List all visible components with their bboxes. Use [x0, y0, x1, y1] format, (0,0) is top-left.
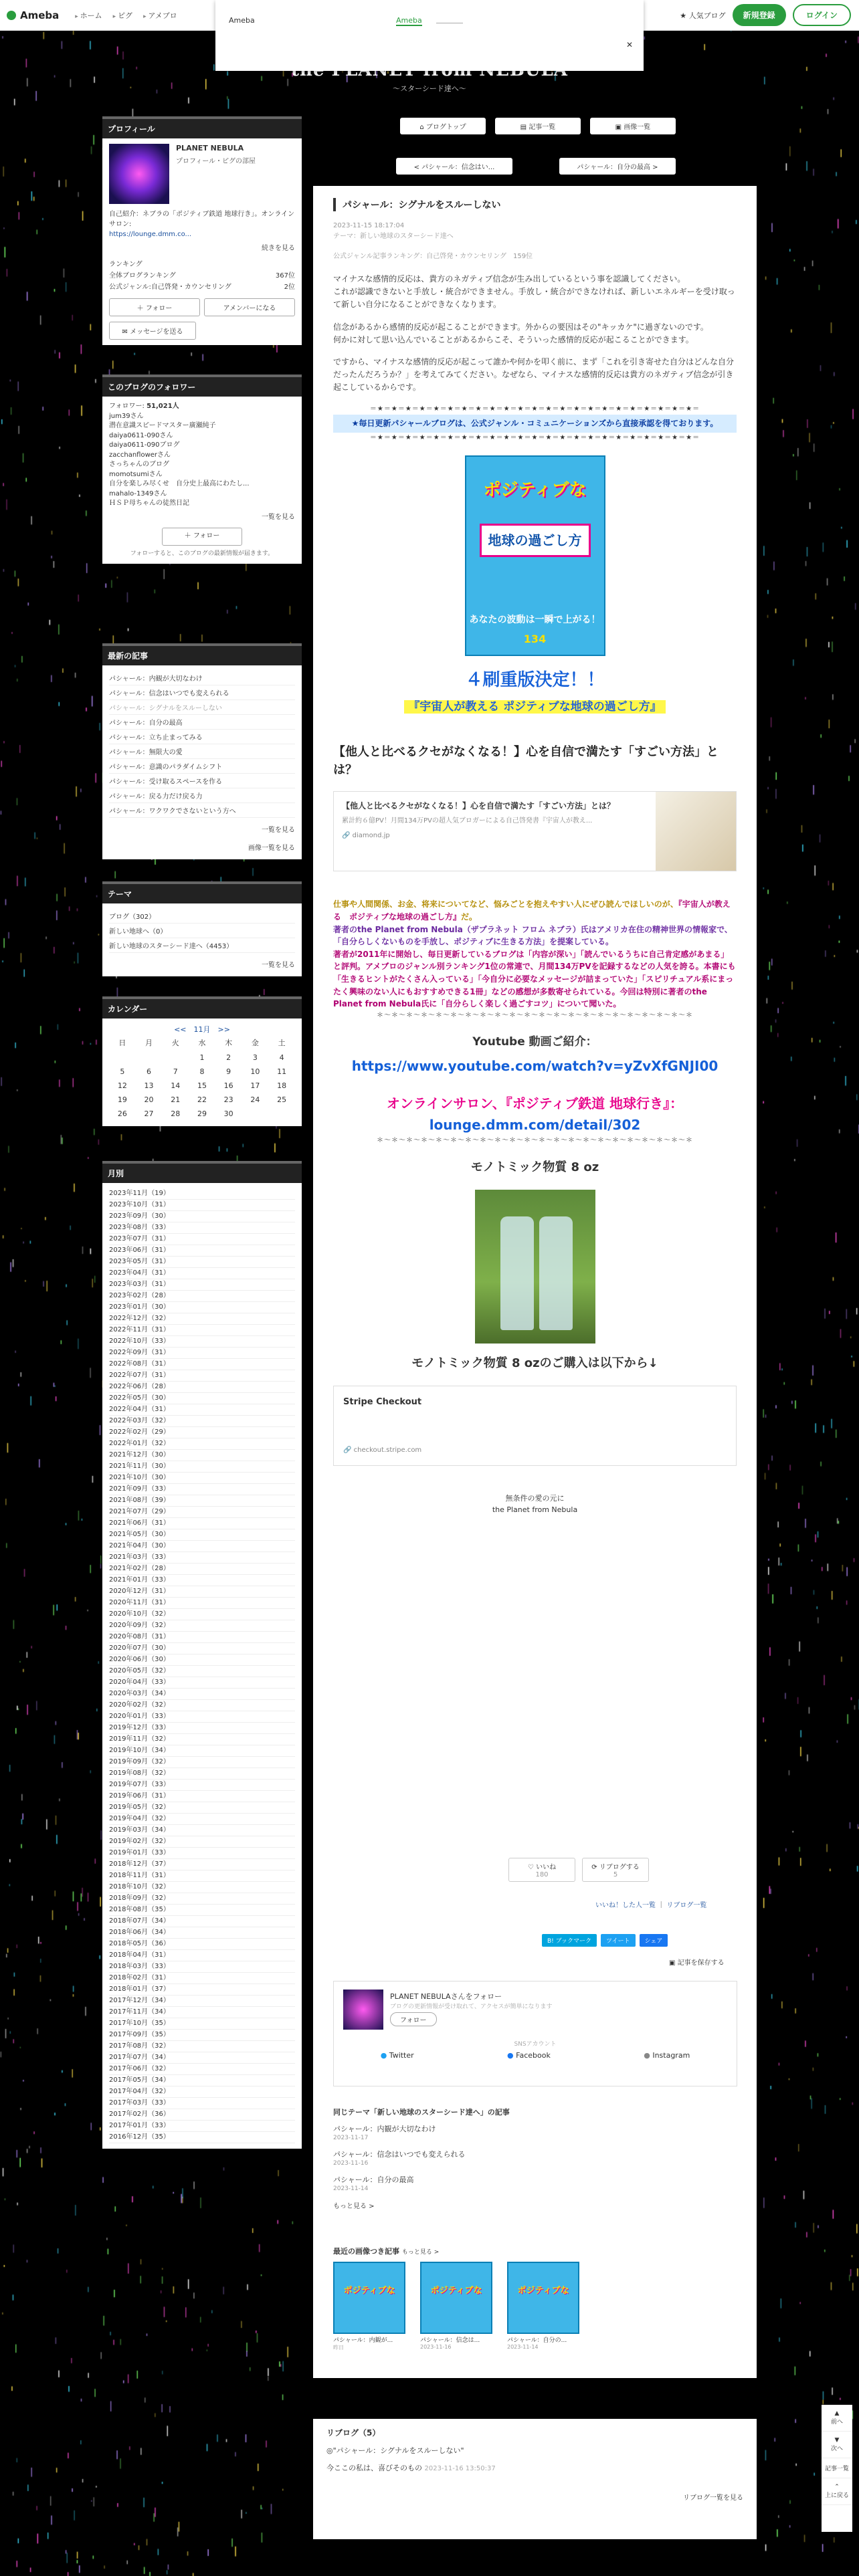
float-top-button[interactable]: ⌃ 上に戻る — [822, 2478, 852, 2505]
archive-month-link[interactable]: 2021年01月（33） — [109, 1575, 295, 1586]
archive-month-link[interactable]: 2021年10月（30） — [109, 1473, 295, 1484]
profile-heading: プロフィール — [102, 116, 302, 138]
divider: ＝★＝★＝★＝★＝★＝★＝★＝★＝★＝★＝★＝★＝★＝★＝★＝★＝★＝★＝★＝★＝★＝★＝★＝ — [369, 433, 700, 441]
follow-button-3[interactable]: フォロー — [390, 2012, 437, 2026]
archive-month-link[interactable]: 2019年04月（32） — [109, 1814, 295, 1825]
archive-month-link[interactable]: 2021年04月（30） — [109, 1541, 295, 1552]
archive-month-link[interactable]: 2017年07月（34） — [109, 2052, 295, 2064]
paragraph: ですから、マイナスな感情的反応が起こって誰かや何かを叩く前に、まず「これを引き寄せた自分はどんな自分だったんだろうか？」を考えてみてください。なぜなら、マイナスな感情的反応は貴方のネガティブ信念が引き起こしているからです。 — [333, 356, 735, 393]
archive-month-link[interactable]: 2020年12月（31） — [109, 1586, 295, 1598]
image-article-item[interactable]: ポジティブな パシャール：信念は... 2023-11-16 — [420, 2262, 492, 2351]
instagram-icon: ● — [644, 2051, 650, 2060]
archive-month-link[interactable]: 2022年08月（31） — [109, 1359, 295, 1370]
book-title-link[interactable]: 『宇宙人が教える ポジティブな地球の過ごし方』 — [404, 700, 666, 714]
follow-box: PLANET NEBULAさんをフォロー ブログの更新情報が受け取れて、アクセスが簡単になります フォロー SNSアカウント ● Twitter ● Facebook ● Instagram — [333, 1981, 737, 2086]
calendar-grid: 日 月 火 水 木 金 土 1 2 3 4 5 6 7 8 9 10 11 12 13 14 15 16 17 18 19 20 21 22 23 24 25 26 27 28 29 30 — [109, 1035, 295, 1121]
signature-line: 無条件の愛の元に — [505, 1493, 565, 1503]
recent-article[interactable]: パシャール：戻る力だけ戻る力 — [109, 788, 295, 803]
archive-month-link[interactable]: 2020年03月（34） — [109, 1689, 295, 1700]
archive-month-link[interactable]: 2021年11月（30） — [109, 1461, 295, 1473]
popular-blog-link[interactable]: ★ 人気ブログ — [680, 11, 726, 20]
recent-article[interactable]: パシャール：意識のパラダイムシフト — [109, 759, 295, 774]
archive-month-link[interactable]: 2022年12月（32） — [109, 1313, 295, 1325]
archive-month-link[interactable]: 2018年08月（35） — [109, 1905, 295, 1916]
follower-blog[interactable]: ＨＳＰ母ちゃんの徒然日記 — [109, 500, 189, 507]
announcement: ★毎日更新パシャールブログは、公式ジャンル・コミュニケーションズから直接承認を得ております。 — [333, 415, 737, 433]
nav-pigg[interactable]: ▸ ピグ — [113, 10, 132, 21]
archive-month-link[interactable]: 2023年02月（28） — [109, 1291, 295, 1302]
archive-month-link[interactable]: 2023年08月（33） — [109, 1222, 295, 1234]
search-dropdown — [215, 0, 644, 71]
archive-month-link[interactable]: 2023年05月（31） — [109, 1257, 295, 1268]
follower-link[interactable]: zacchanflowerさん — [109, 451, 171, 459]
archive-month-link[interactable]: 2018年06月（34） — [109, 1927, 295, 1939]
archive-month-link[interactable]: 2022年09月（31） — [109, 1348, 295, 1359]
profile-widget — [102, 116, 302, 345]
genre-ranking[interactable]: 公式ジャンル記事ランキング：自己啓発・カウンセリング 159位 — [333, 253, 533, 260]
archive-month-link[interactable]: 2019年07月（33） — [109, 1780, 295, 1791]
calendar-day[interactable]: 11 — [277, 1067, 287, 1076]
recent-article[interactable]: パシャール：自分の最高 — [109, 715, 295, 730]
calendar-day[interactable]: 24 — [250, 1095, 260, 1104]
archive-month-link[interactable]: 2023年09月（30） — [109, 1211, 295, 1222]
archive-month-link[interactable]: 2018年02月（31） — [109, 1973, 295, 1984]
twitter-icon: ● — [380, 2051, 387, 2060]
archive-month-link[interactable]: 2018年10月（32） — [109, 1882, 295, 1893]
calendar-day[interactable]: 17 — [250, 1081, 260, 1090]
youtube-heading: Youtube 動画ご紹介： — [472, 1035, 597, 1049]
signup-button[interactable]: 新規登録 — [733, 4, 786, 26]
link-card[interactable]: 【他人と比べるクセがなくなる！】心を自信で満たす「すごい方法」とは？ 累計約６億PV！月間134万PVの超人気ブロガーによる自己啓発書『宇宙人が教え... 🔗 diamond.jp — [333, 791, 737, 871]
archive-month-link[interactable]: 2017年06月（32） — [109, 2064, 295, 2075]
archive-month-link[interactable]: 2021年06月（31） — [109, 1518, 295, 1529]
paragraph: 信念があるから感情的反応が起こることができます。外からの要因はその"キッカケ"に過ぎないのです。 何かに対して思い込んでいることがあるからこそ、そういった感情的反応が起こることができます。 — [333, 322, 708, 344]
profile-sub-link[interactable]: プロフィール・ピグの部屋 — [176, 158, 256, 165]
archive-month-link[interactable]: 2019年09月（32） — [109, 1757, 295, 1768]
archive-month-link[interactable]: 2020年07月（30） — [109, 1643, 295, 1654]
reblog-button[interactable]: ⟳ リブログする 5 — [582, 1858, 649, 1882]
paragraph: マイナスな感情的反応は、貴方のネガティブ信念が生み出しているという事を認識してください。 これが認識できないと手放し・統合ができません。手放し・統合ができなければ、新しいエネルギーを受け取って新しい自分になることができなくなります。 — [333, 274, 735, 310]
image-article-item[interactable]: ポジティブな パシャール：自分の... 2023-11-14 — [507, 2262, 579, 2351]
like-users-link[interactable]: いいね！した人一覧 — [595, 1902, 656, 1909]
calendar-day[interactable]: 28 — [171, 1109, 181, 1118]
related-item[interactable]: パシャール：内観が大切なわけ 2023-11-17 — [333, 2125, 436, 2142]
like-reblog-actions — [508, 1858, 649, 1882]
archive-month-link[interactable]: 2020年06月（30） — [109, 1654, 295, 1666]
image-articles: 最近の画像つき記事 もっと見る > ポジティブな パシャール：内観が... 昨日 ポジティブな パシャール：信念は... 2023-11-16 ポジティブな パシャール：自分の... 2023-11-14 — [333, 2246, 737, 2351]
signature-name: the Planet from Nebula — [492, 1505, 578, 1515]
follower-link[interactable]: jum39さん — [109, 412, 144, 420]
follower-blog[interactable]: daiya0611-090ブログ — [109, 441, 180, 449]
followers-widget: このブログのフォロワー フォロワー: 51,021人 jum39さん 潜在意識スピードマスター廣瀬純子 daiya0611-090さん daiya0611-090ブログ zacchanflowerさん さっちゃんのブログ momotsumiさん 自分を楽しみ尽くせ 自分史上最高にわたし... mahalo-1349さん ＨＳＰ母ちゃんの徒然日記 一覧を見る ＋ フォロー フォローすると、このブログの最新情報が届きます。 — [102, 374, 302, 564]
archive-month-link[interactable]: 2020年04月（33） — [109, 1677, 295, 1689]
recent-article[interactable]: パシャール：内観が大切なわけ — [109, 671, 295, 685]
recent-article[interactable]: パシャール：無限大の愛 — [109, 744, 295, 759]
calendar-day[interactable]: 6 — [147, 1067, 152, 1076]
recent-articles-widget: 最新の記事 パシャール：内観が大切なわけ パシャール：信念はいつでも変えられる パシャール：シグナルをスルーしない パシャール：自分の最高 パシャール：立ち止まってみる パシャール：無限大の愛 パシャール：意識のパラダイムシフト パシャール：受け取るスペースを作る パシャール：戻る力だけ戻る力 パシャール：ワクワクでさないという方へ 一覧を見る 画像一覧を見る — [102, 643, 302, 859]
ameba-logo-icon — [7, 11, 16, 20]
themes-more[interactable]: 一覧を見る — [262, 962, 295, 969]
image-article-item[interactable]: ポジティブな パシャール：内観が... 昨日 — [333, 2262, 405, 2351]
follower-blog[interactable]: 潜在意識スピードマスター廣瀬純子 — [109, 422, 216, 429]
archive-month-link[interactable]: 2019年11月（32） — [109, 1734, 295, 1745]
archive-month-link[interactable]: 2021年08月（39） — [109, 1495, 295, 1507]
theme-item[interactable]: 新しい地球へ（0） — [109, 924, 295, 938]
calendar-day[interactable]: 19 — [117, 1095, 127, 1104]
tweet-button[interactable]: ツイート — [601, 1934, 636, 1947]
archive-month-link[interactable]: 2018年09月（32） — [109, 1893, 295, 1905]
theme-item[interactable]: 新しい地球のスターシード達へ（4453） — [109, 938, 295, 953]
recent-article[interactable]: パシャール：受け取るスペースを作る — [109, 774, 295, 788]
divider: ＊〜＊〜＊〜＊〜＊〜＊〜＊〜＊〜＊〜＊〜＊〜＊〜＊〜＊〜＊〜＊〜＊〜＊〜＊〜＊〜＊〜＊ — [377, 1137, 693, 1144]
follower-link[interactable]: daiya0611-090さん — [109, 431, 173, 439]
archive-month-link[interactable]: 2018年01月（37） — [109, 1984, 295, 1996]
link-icon: 🔗 checkout.stripe.com — [343, 1446, 422, 1454]
instagram-link[interactable]: ● Instagram — [644, 2051, 690, 2060]
archive-month-link[interactable]: 2022年04月（31） — [109, 1404, 295, 1416]
calendar-day[interactable]: 7 — [173, 1067, 178, 1076]
message-button[interactable]: ✉ メッセージを送る — [109, 322, 196, 340]
calendar-day[interactable]: 16 — [223, 1081, 233, 1090]
calendar-day[interactable]: 5 — [120, 1067, 125, 1076]
follow-button-2[interactable]: ＋ フォロー — [162, 528, 242, 546]
profile-url[interactable]: https://lounge.dmm.co... — [109, 231, 192, 238]
archive-month-link[interactable]: 2019年05月（32） — [109, 1802, 295, 1814]
archive-month-link[interactable]: 2020年09月（32） — [109, 1620, 295, 1632]
divider: ＊〜＊〜＊〜＊〜＊〜＊〜＊〜＊〜＊〜＊〜＊〜＊〜＊〜＊〜＊〜＊〜＊〜＊〜＊〜＊〜＊〜＊ — [377, 1011, 693, 1019]
archive-month-link[interactable]: 2023年06月（31） — [109, 1245, 295, 1257]
archive-month-link[interactable]: 2018年03月（33） — [109, 1961, 295, 1973]
recent-article[interactable]: パシャール：信念はいつでも変えられる — [109, 685, 295, 700]
thumbnail — [507, 2262, 579, 2334]
archive-month-link[interactable]: 2021年02月（28） — [109, 1564, 295, 1575]
blog-subtitle: 〜スターシード達へ〜 — [393, 84, 466, 93]
archive-month-link[interactable]: 2021年05月（30） — [109, 1529, 295, 1541]
follower-blog[interactable]: さっちゃんのブログ — [109, 461, 169, 468]
follower-blog[interactable]: 自分を楽しみ尽くせ 自分史上最高にわたし... — [109, 480, 250, 488]
search-scope-label: Ameba — [229, 16, 255, 25]
calendar-day[interactable]: 26 — [117, 1109, 127, 1118]
product-buy-text: モノトミック物質 8 ozのご購入は以下から↓ — [411, 1356, 658, 1370]
archive-month-link[interactable]: 2022年03月（32） — [109, 1416, 295, 1427]
ameba-logo[interactable]: Ameba — [7, 9, 59, 21]
facebook-link[interactable]: ● Facebook — [507, 2051, 551, 2060]
archive-month-link[interactable]: 2022年01月（32） — [109, 1438, 295, 1450]
calendar-day[interactable] — [162, 1051, 189, 1065]
avatar[interactable] — [343, 1990, 383, 2030]
link-icon: 🔗 diamond.jp — [342, 832, 390, 840]
image-list-button[interactable]: ▣ 画像一覧 — [590, 118, 676, 134]
archive-month-link[interactable]: 2019年08月（32） — [109, 1768, 295, 1780]
archive-month-link[interactable]: 2022年10月（33） — [109, 1336, 295, 1348]
follow-button[interactable]: ＋ フォロー — [109, 298, 200, 316]
followers-more[interactable]: 一覧を見る — [262, 513, 295, 521]
calendar-day[interactable]: 27 — [144, 1109, 154, 1118]
archive-month-link[interactable]: 2016年12月（35） — [109, 2132, 295, 2143]
thumbnail — [333, 2262, 405, 2334]
archive-month-link[interactable]: 2023年04月（31） — [109, 1268, 295, 1279]
blog-top-button[interactable]: ⌂ ブログトップ — [400, 118, 486, 134]
calendar-day[interactable]: 8 — [199, 1067, 205, 1076]
archive-month-link[interactable]: 2019年10月（34） — [109, 1745, 295, 1757]
facebook-share-button[interactable]: シェア — [640, 1934, 668, 1947]
archive-month-link[interactable]: 2020年08月（31） — [109, 1632, 295, 1643]
archive-month-link[interactable]: 2017年11月（34） — [109, 2007, 295, 2018]
calendar-day[interactable] — [268, 1107, 295, 1121]
calendar-day[interactable]: 25 — [277, 1095, 287, 1104]
recent-images[interactable]: 画像一覧を見る — [248, 845, 295, 852]
next-article-button[interactable]: パシャール：自分の最高 > — [559, 158, 676, 175]
global-nav — [75, 10, 177, 21]
calendar-day[interactable]: 13 — [144, 1081, 154, 1090]
related-more[interactable]: もっと見る > — [333, 2202, 375, 2210]
profile-more-link[interactable]: 続きを見る — [262, 245, 295, 252]
archive-month-link[interactable]: 2023年10月（31） — [109, 1200, 295, 1211]
archive-month-link[interactable]: 2018年11月（31） — [109, 1870, 295, 1882]
calendar-day[interactable] — [242, 1107, 269, 1121]
related-item[interactable]: パシャール：自分の最高 2023-11-14 — [333, 2175, 414, 2193]
calendar-day[interactable]: 4 — [279, 1053, 284, 1062]
archive-month-link[interactable]: 2017年09月（35） — [109, 2030, 295, 2041]
avatar[interactable] — [109, 144, 169, 204]
amember-button[interactable]: アメンバーになる — [204, 298, 295, 316]
book-cover-image[interactable]: ポジティブな 地球の過ごし方 あなたの波動は一瞬で上がる！ 134 — [465, 455, 605, 656]
hatena-bookmark-button[interactable]: B! ブックマーク — [542, 1934, 597, 1947]
monthly-archive-widget: 月別 2023年11月（19） 2023年10月（31） 2023年09月（30） 2023年08月（33） 2023年07月（31） 2023年06月（31） 2023年05月（31） 2023年04月（31） 2023年03月（31） 2023年02月（28） 2023年01月（30） 2022年12月（32） 2022年11月（31） 2022年10月（33） 2022年09月（31） 2022年08月（31） 2022年07月（31） 2022年06月（28） 2022年05月（30） 2022年04月（31） 2022年03月（32） 2022年02月（29） 2022年01月（32） 2021年12月（30） 2021年11月（30） 2021年10月（30） 2021年09月（33） 2021年08月（39） 2021年07月（29） 2021年06月（31） 2021年05月（30） 2021年04月（30） 2021年03月（33） 2021年02月（28） 2021年01月（33） 2020年12月（31） 2020年11月（31） 2020年10月（32） 2020年09月（32） 2020年08月（31） 2020年07月（30） 2020年06月（30） 2020年05月（32） 2020年04月（33） 2020年03月（34） 2020年02月（32） 2020年01月（33） 2019年12月（33） 2019年11月（32） 2019年10月（34） 2019年09月（32） 2019年08月（32） 2019年07月（33） 2019年06月（31） 2019年05月（32） 2019年04月（32） 2019年03月（34） 2019年02月（32） 2019年01月（33） 2018年12月（37） 2018年11月（31） 2018年10月（32） 2018年09月（32） 2018年08月（35） 2018年07月（34） 2018年06月（34） 2018年05月（36） 2018年04月（31） 2018年03月（33） 2018年02月（31） 2018年01月（37） 2017年12月（34） 2017年11月（34） 2017年10月（35） 2017年09月（35） 2017年08月（32） 2017年07月（34） 2017年06月（32） 2017年05月（34） 2017年04月（32） 2017年03月（33） 2017年02月（36） 2017年01月（33） 2016年12月（35） — [102, 1161, 302, 2149]
archive-month-link[interactable]: 2023年01月（30） — [109, 1302, 295, 1313]
calendar-day[interactable]: 21 — [171, 1095, 181, 1104]
archive-month-link[interactable]: 2018年05月（36） — [109, 1939, 295, 1950]
archive-month-link[interactable]: 2019年03月（34） — [109, 1825, 295, 1836]
twitter-link[interactable]: ● Twitter — [380, 2051, 414, 2060]
calendar-widget: カレンダー << 11月 >> 日 月 火 水 木 金 土 1 2 3 4 5 6 7 8 9 10 11 12 13 14 15 16 17 18 19 20 21 22 23 24 25 26 27 28 29 30 — [102, 996, 302, 1126]
search-scope-tab[interactable]: Ameba — [396, 16, 422, 25]
share-buttons — [542, 1934, 668, 1947]
article-list-button[interactable]: ▤ 記事一覧 — [495, 118, 581, 134]
archive-month-link[interactable]: 2019年02月（32） — [109, 1836, 295, 1848]
float-prev-button[interactable]: ▲ 前へ — [822, 2405, 852, 2432]
archive-month-link[interactable]: 2020年11月（31） — [109, 1598, 295, 1609]
close-icon[interactable]: ✕ — [626, 40, 633, 49]
archive-month-link[interactable]: 2022年06月（28） — [109, 1382, 295, 1393]
reblog-list-link[interactable]: リブログ一覧 — [666, 1902, 707, 1909]
calendar-day[interactable]: 18 — [277, 1081, 287, 1090]
archive-month-link[interactable]: 2022年07月（31） — [109, 1370, 295, 1382]
calendar-day[interactable]: 15 — [197, 1081, 207, 1090]
archive-month-link[interactable]: 2020年05月（32） — [109, 1666, 295, 1677]
article-title[interactable]: パシャール：シグナルをスルーしない — [333, 198, 737, 211]
prev-article-button[interactable]: < パシャール：信念はい... — [396, 158, 512, 175]
calendar-day[interactable]: 9 — [226, 1067, 231, 1076]
ranking: ランキング 全体ブログランキング 367位 公式ジャンル:自己啓発・カウンセリング 2位 — [109, 261, 295, 291]
archive-month-link[interactable]: 2019年01月（33） — [109, 1848, 295, 1859]
calendar-day[interactable]: 2 — [226, 1053, 231, 1062]
divider: ＝★＝★＝★＝★＝★＝★＝★＝★＝★＝★＝★＝★＝★＝★＝★＝★＝★＝★＝★＝★＝★＝★＝★＝ — [369, 405, 700, 413]
header-actions — [680, 4, 851, 26]
archive-month-link[interactable]: 2017年02月（36） — [109, 2109, 295, 2121]
archive-month-link[interactable]: 2020年01月（33） — [109, 1711, 295, 1723]
nav-home[interactable]: ▸ ホーム — [75, 10, 102, 21]
float-list-button[interactable]: 記事一覧 — [822, 2458, 852, 2478]
salon-link[interactable]: lounge.dmm.com/detail/302 — [429, 1117, 641, 1133]
product-image[interactable] — [475, 1190, 595, 1344]
archive-month-link[interactable]: 2017年08月（32） — [109, 2041, 295, 2052]
reprint-notice: ４刷重版決定！！ — [465, 669, 605, 690]
calendar-day[interactable]: 30 — [223, 1109, 233, 1118]
archive-month-link[interactable]: 2017年12月（34） — [109, 1996, 295, 2007]
link-card-image — [656, 792, 736, 871]
like-button[interactable]: ♡ いいね 180 — [508, 1858, 575, 1882]
floating-nav — [822, 2405, 852, 2532]
nav-ameblo[interactable]: ▸ アメブロ — [143, 10, 177, 21]
calendar-day[interactable]: 12 — [117, 1081, 127, 1090]
follower-link[interactable]: momotsumiさん — [109, 470, 163, 478]
calendar-month-nav[interactable]: << 11月 >> — [174, 1025, 230, 1034]
reblog-more[interactable]: リブログ一覧を見る — [683, 2494, 743, 2502]
archive-month-link[interactable]: 2018年07月（34） — [109, 1916, 295, 1927]
archive-month-link[interactable]: 2021年12月（30） — [109, 1450, 295, 1461]
archive-month-link[interactable]: 2021年03月（33） — [109, 1552, 295, 1564]
recent-article-current: パシャール：シグナルをスルーしない — [109, 700, 295, 715]
archive-month-link[interactable]: 2017年04月（32） — [109, 2086, 295, 2098]
archive-month-link[interactable]: 2020年10月（32） — [109, 1609, 295, 1620]
reblog-item[interactable]: ◎"パシャール：シグナルをスルーしない" — [326, 2446, 464, 2455]
calendar-day[interactable]: 14 — [171, 1081, 181, 1090]
section-heading: 【他人と比べるクセがなくなる！】心を自信で満たす「すごい方法」とは？ — [333, 745, 719, 778]
calendar-day[interactable]: 20 — [144, 1095, 154, 1104]
archive-month-link[interactable]: 2023年11月（19） — [109, 1188, 295, 1200]
related-item[interactable]: パシャール：信念はいつでも変えられる 2023-11-16 — [333, 2149, 466, 2167]
follower-link[interactable]: mahalo-1349さん — [109, 490, 167, 498]
float-next-button[interactable]: ▼ 次へ — [822, 2432, 852, 2458]
reblog-item[interactable]: 今ここの私は、喜びそのもの 2023-11-16 13:50:37 — [326, 2464, 496, 2472]
archive-month-link[interactable]: 2020年02月（32） — [109, 1700, 295, 1711]
calendar-day[interactable]: 1 — [199, 1053, 205, 1062]
profile-bio: 自己紹介：ネブラの「ポジティブ鉄道 地球行き」。オンラインサロン: https://lounge.dmm.co... 続きを見る — [109, 211, 295, 252]
archive-month-link[interactable]: 2021年09月（33） — [109, 1484, 295, 1495]
login-button[interactable]: ログイン — [793, 4, 851, 26]
archive-month-link[interactable]: 2017年01月（33） — [109, 2121, 295, 2132]
recent-article[interactable]: パシャール：ワクワクでさないという方へ — [109, 803, 295, 818]
profile-name[interactable]: PLANET NEBULA — [176, 144, 244, 152]
archive-month-link[interactable]: 2017年10月（35） — [109, 2018, 295, 2030]
related-articles: 同じテーマ「新しい地球のスターシード達へ」の記事 パシャール：内観が大切なわけ 2023-11-17 パシャール：信念はいつでも変えられる 2023-11-16 パシャール：自分の最高 2023-11-14 もっと見る > — [333, 2107, 737, 2210]
archive-month-link[interactable]: 2017年05月（34） — [109, 2075, 295, 2086]
save-article-button[interactable]: ▣ 記事を保存する — [669, 1959, 725, 1967]
theme-item[interactable]: ブログ（302） — [109, 909, 295, 924]
calendar-day[interactable]: 23 — [223, 1095, 233, 1104]
archive-month-link[interactable]: 2021年07月（29） — [109, 1507, 295, 1518]
calendar-day[interactable] — [109, 1051, 136, 1065]
calendar-day[interactable]: 29 — [197, 1109, 207, 1118]
recent-article[interactable]: パシャール：立ち止まってみる — [109, 730, 295, 744]
calendar-day[interactable]: 22 — [197, 1095, 207, 1104]
archive-month-link[interactable]: 2023年03月（31） — [109, 1279, 295, 1291]
book-intro: 仕事や人間関係、お金、将来についてなど、悩みごとを抱えやすい人にぜひ読んでほしいのが、『宇宙人が教える ポジティブな地球の過ごし方』だ。 著者のthe Planet from Nebula（ザプラネット フロム ネブラ）氏はアメリカ在住の精神世界の情報家で、「自分らしくないものを手放し、ポジティブに生きる方法」を提案している。 著者が2011年に開始し、毎日更新しているブログは「内容が深い」「読んでいるうちに自己肯定感があまる」と評判。アメブロのジャンル別ランキング1位の常連で、月間134万PVを記録するなどの人気を誇る。本書にも「生きるヒントがたくさん入っている」「今自分に必要なメッセージが詰まっていた」「スピリチュアル系にまったく興味のない人にもおすすめできる1冊」などの感想が多数寄せられている。今回は特別に著者のthe Planet from Nebula氏に「自分らしく楽しく過ごすコツ」について聞いた。 — [333, 899, 736, 1009]
reblog-section: リブログ（5） ◎"パシャール：シグナルをスルーしない" 今ここの私は、喜びそのもの 2023-11-16 13:50:37 リブログ一覧を見る — [313, 2419, 757, 2539]
archive-month-link[interactable]: 2019年12月（33） — [109, 1723, 295, 1734]
image-articles-more[interactable]: もっと見る > — [401, 2249, 440, 2256]
calendar-day[interactable]: 10 — [250, 1067, 260, 1076]
archive-month-link[interactable]: 2018年12月（37） — [109, 1859, 295, 1870]
calendar-day[interactable] — [136, 1051, 163, 1065]
themes-widget: テーマ ブログ（302） 新しい地球へ（0） 新しい地球のスターシード達へ（4453） 一覧を見る — [102, 881, 302, 976]
product-heading: モノトミック物質 8 oz — [470, 1160, 599, 1174]
archive-month-link[interactable]: 2022年11月（31） — [109, 1325, 295, 1336]
archive-month-link[interactable]: 2019年06月（31） — [109, 1791, 295, 1802]
thumbnail — [420, 2262, 492, 2334]
facebook-icon: ● — [507, 2051, 514, 2060]
salon-heading: オンラインサロン、『ポジティブ鉄道 地球行き』： — [386, 1095, 684, 1111]
calendar-day[interactable]: 3 — [252, 1053, 258, 1062]
archive-month-link[interactable]: 2023年07月（31） — [109, 1234, 295, 1245]
archive-month-link[interactable]: 2022年05月（30） — [109, 1393, 295, 1404]
archive-month-link[interactable]: 2022年02月（29） — [109, 1427, 295, 1438]
article-date: 2023-11-15 18:17:04 — [333, 222, 405, 229]
youtube-link[interactable]: https://www.youtube.com/watch?v=yZvXfGNJI00 — [351, 1058, 719, 1074]
article-theme[interactable]: テーマ：新しい地球のスターシード達へ — [333, 233, 454, 240]
archive-month-link[interactable]: 2018年04月（31） — [109, 1950, 295, 1961]
recent-more[interactable]: 一覧を見る — [262, 827, 295, 834]
archive-month-link[interactable]: 2017年03月（33） — [109, 2098, 295, 2109]
stripe-link-card[interactable]: Stripe Checkout 🔗 checkout.stripe.com — [333, 1386, 737, 1466]
